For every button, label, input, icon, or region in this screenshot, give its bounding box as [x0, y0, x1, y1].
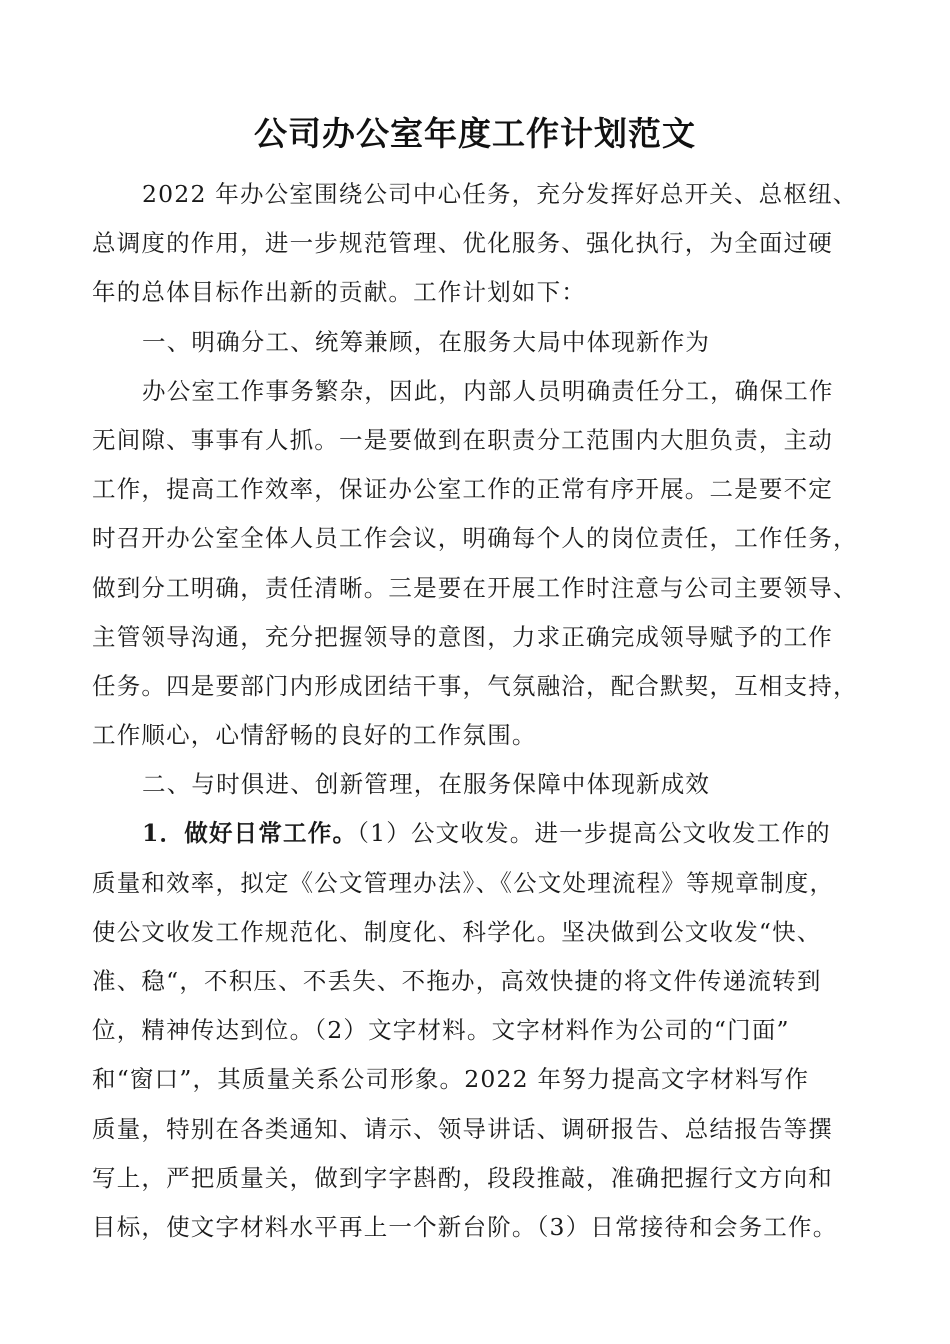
paragraph-line: 工作，提高工作效率，保证办公室工作的正常有序开展。二是要不定: [92, 475, 833, 504]
paragraph-line: 年的总体目标作出新的贡献。工作计划如下：: [92, 278, 586, 307]
section-heading-1: 一、明确分工、统筹兼顾，在服务大局中体现新作为: [142, 327, 711, 356]
paragraph-line: 做到分工明确，责任清晰。三是要在开展工作时注意与公司主要领导、: [92, 573, 858, 602]
paragraph-line: 2022 年办公室围绕公司中心任务，充分发挥好总开关、总枢纽、: [142, 180, 858, 208]
paragraph-line: 目标，使文字材料水平再上一个新台阶。（3）日常接待和会务工作。: [92, 1212, 838, 1241]
paragraph-line: 位，精神传达到位。（2）文字材料。文字材料作为公司的“门面”: [92, 1016, 790, 1045]
paragraph-line: 工作顺心，心情舒畅的良好的工作氛围。: [92, 721, 537, 750]
paragraph-line: 无间隙、事事有人抓。一是要做到在职责分工范围内大胆负责，主动: [92, 425, 833, 454]
subsection-text: （1）公文收发。进一步提高公文收发工作的: [357, 819, 831, 848]
paragraph-line: 办公室工作事务繁杂，因此，内部人员明确责任分工，确保工作: [142, 376, 834, 405]
paragraph-line: [92, 809, 867, 858]
paragraph-line: 使公文收发工作规范化、制度化、科学化。坚决做到公文收发“快、: [92, 917, 822, 946]
paragraph-line: 准、稳“，不积压、不丢失、不拖办，高效快捷的将文件传递流转到: [92, 967, 822, 995]
document-body: [92, 170, 867, 1252]
paragraph-line: 主管领导沟通，充分把握领导的意图，力求正确完成领导赋予的工作: [92, 622, 833, 651]
subsection-lead: 1．做好日常工作。: [142, 819, 358, 848]
paragraph-line: 任务。四是要部门内形成团结干事，气氛融洽，配合默契，互相支持，: [92, 671, 858, 700]
section-heading-2: 二、与时俱进、创新管理，在服务保障中体现新成效: [142, 770, 711, 799]
paragraph-line: 写上，严把质量关，做到字字斟酌，段段推敲，准确把握行文方向和: [92, 1163, 833, 1192]
paragraph-line: 时召开办公室全体人员工作会议，明确每个人的岗位责任，工作任务，: [92, 524, 858, 553]
paragraph-line: 和“窗口”，其质量关系公司形象。2022 年努力提高文字材料写作: [92, 1065, 810, 1094]
document-title: 公司办公室年度工作计划范文: [254, 114, 696, 153]
paragraph-line: 质量，特别在各类通知、请示、领导讲话、调研报告、总结报告等撰: [92, 1114, 833, 1143]
paragraph-line: 质量和效率，拟定《公文管理办法》、《公文处理流程》等规章制度，: [92, 868, 835, 897]
paragraph-line: 总调度的作用，进一步规范管理、优化服务、强化执行，为全面过硬: [92, 229, 833, 258]
